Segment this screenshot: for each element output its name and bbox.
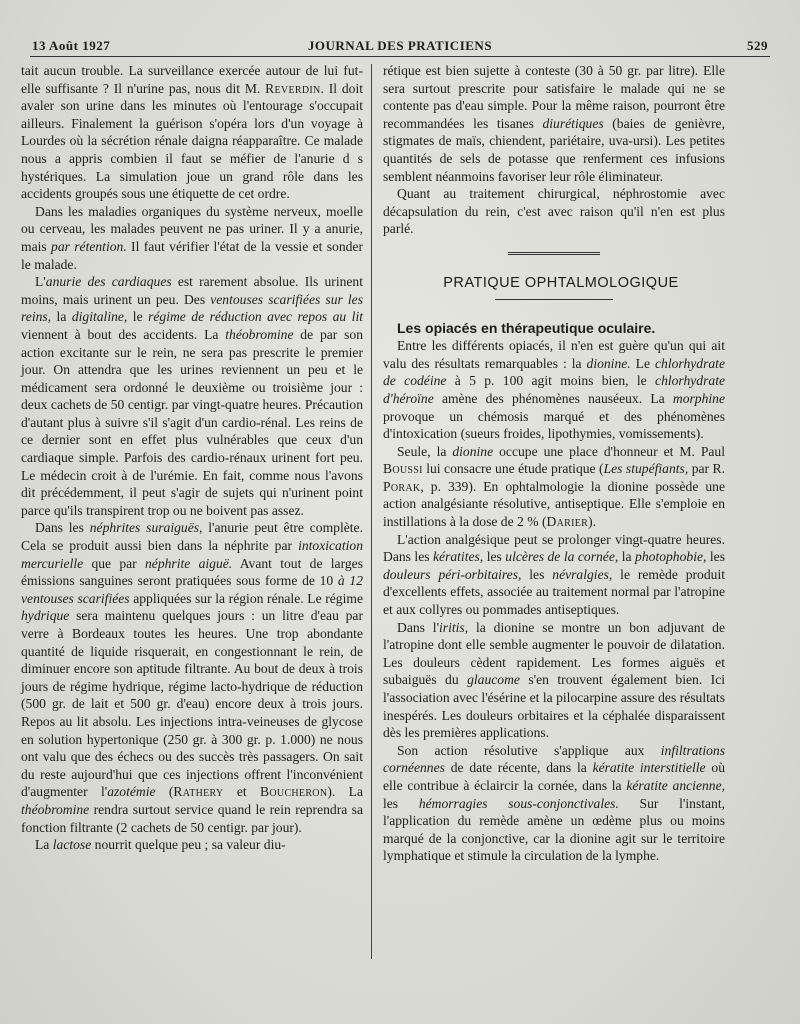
paragraph: La lactose nourrit quelque peu ; sa valeur diu-: [35, 837, 286, 853]
paragraph: Dans les maladies organiques du système nerveux, moelle ou cerveau, les malades peuvent ne pas uriner. Il y a anurie, mais par rétention. Il faut vérifier l'état de la vessie et sonder le malade.: [21, 203, 363, 272]
page-number: 529: [747, 38, 768, 53]
section-title-underline: [495, 299, 613, 300]
section-separator: [508, 252, 600, 255]
article-title: Les opiacés en thérapeutique oculaire.: [397, 319, 656, 336]
journal-title: JOURNAL DES PRATICIENS: [307, 38, 493, 53]
paragraph: Son action résolutive s'applique aux infiltrations cornéennes de date récente, dans la kératite interstitielle où elle contribue à éclaircir la cornée, dans la kératite ancienne, les hémorragies sous-conjonctivales. Sur l'instant, l'application du remède amène un œdème plus ou moins marqué de la conjonctive, car la dionine agit sur le territoire lymphatique et stimule la circulation de la lymphe.: [383, 742, 726, 864]
left-column: [21, 62, 363, 854]
paragraph: Dans l'iritis, la dionine se montre un bon adjuvant de l'atropine dont elle semble augmenter le pouvoir de dilatation. Les douleurs cèdent rapidement. Les formes aiguës et subaiguës du glaucome s'en trouvent également bien. Ici l'association avec l'ésérine et la pilocarpine assure des résultats inespérés. Les douleurs orbitaires et la céphalée disparaissent dès les premières applications.: [383, 619, 726, 741]
paragraph: L'action analgésique peut se prolonger vingt-quatre heures. Dans les kératites, les ulcères de la cornée, la photophobie, les douleurs péri-orbitaires, les névralgies, le remède produit d'excellents effets, associée au traitement normal par l'atropine et aux collyres ou pommades antiseptiques.: [383, 531, 726, 618]
paragraph: L'anurie des cardiaques est rarement absolue. Ils urinent moins, mais urinent un peu. Des ventouses scarifiées sur les reins, la digitaline, le régime de réduction avec repos au lit viennent à bout des accidents. La théobromine de par son action excitante sur le rein, ne sera pas prescrite le premier jour. On attendra que les urines reviennent un peu et le médicament sera ordonné le deuxième ou troisième jour : deux cachets de 50 centigr. par vingt-quatre heures. Précaution d'autant plus à suivre s'il s'agit d'un cardio-rénal. Les reins de ce dernier sont en effet plus vulnérables que ceux d'un cardiaque simple. Parfois des cardio-rénaux urinent fort peu. Le médecin croit à de l'urémie. En fait, comme nous l'avons dit précédemment, il peut s'agir de sujets qui n'urinent point parce qu'ils transpirent trop ou ne boivent pas assez.: [21, 274, 364, 518]
header-date: 13 Août 1927: [32, 38, 111, 53]
paragraph: Quant au traitement chirurgical, néphrostomie avec décapsulation du rein, c'est avec raison qu'il n'en est plus parlé.: [383, 186, 725, 237]
page-header: [30, 36, 770, 57]
paragraph: Seule, la dionine occupe une place d'honneur et M. Paul Boussi lui consacre une étude pratique (Les stupéfiants, par R. Porak, p. 339). En ophtalmologie la dionine possède une action analgésiante résolutive, antiseptique. Elle s'emploie en instillations à la dose de 2 % (Darier).: [383, 443, 725, 530]
paragraph: tait aucun trouble. La surveillance exercée autour de lui fut-elle suffisante ? Il n'urine pas, nous dit M. Reverdin. Il doit avaler son urine dans les minutes où l'entourage s'occupait ailleurs. Finalement la guérison s'opéra lors d'un voyage à Lourdes où la sécrétion rénale daigna réapparaître. Ce malade nous a appris combien il faut se méfier de l'anurie d s hystériques. La simulation joue un grand rôle dans les accidents groupés sous une étiquette de cet ordre.: [21, 63, 364, 202]
paragraph: Dans les néphrites suraiguës, l'anurie peut être complète. Cela se produit aussi bien dans la néphrite par intoxication mercurielle que par néphrite aiguë. Avant tout de larges émissions sanguines seront pratiquées sous forme de 10 à 12 ventouses scarifiées appliquées sur la région rénale. Le régime hydrique sera maintenu quelques jours : un litre d'eau par verre à Bordeaux toutes les heures. Une trop abondante quantité de liquide risquerait, en congestionnant le rein, de diminuer encore son aptitude filtrante. Au bout de deux à trois jours de régime hydrique, régime lacto-hydrique de réduction (500 gr. de lait et 500 gr. d'eau) encore deux à trois jours. Repos au lit absolu. Les injections intra-veineuses de glycose en solution hypertonique (250 gr. à 300 gr. p. 1.000) ne nous ont valu que des échecs ou des succès très passagers. On sait du reste aujourd'hui que ces injections offrent l'inconvénient d'augmenter l'azotémie (Rathery et Boucheron). La théobromine rendra surtout service quand le rein reprendra sa fonction filtrante (2 cachets de 50 centigr. par jour).: [21, 520, 363, 835]
paragraph: Entre les différents opiacés, il n'en est guère qu'un qui ait valu des résultats remarquables : la dionine. Le chlorhydrate de codéine à 5 p. 100 agit moins bien, le chlorhydrate d'héroïne amène des phénomènes nauséeux. La morphine provoque un chémosis marqué et des phénomènes d'intoxication (sueurs froides, lipothymies, vomissements).: [383, 338, 726, 442]
column-divider: [371, 64, 372, 959]
section-title: PRATIQUE OPHTALMOLOGIQUE: [443, 274, 679, 291]
right-column: [383, 62, 725, 865]
paragraph: rétique est bien sujette à conteste (30 à 50 gr. par litre). Elle sera surtout prescrite pour satisfaire le malade qui ne se contente pas d'eau simple. Pour la même raison, pourront être recommandées les tisanes diurétiques (baies de genièvre, stigmates de maïs, chiendent, pariétaire, uva-ursi). Les petites quantités de sels de potasse que renferment ces infusions semblent néanmoins favoriser leur rôle éliminateur.: [383, 63, 725, 184]
